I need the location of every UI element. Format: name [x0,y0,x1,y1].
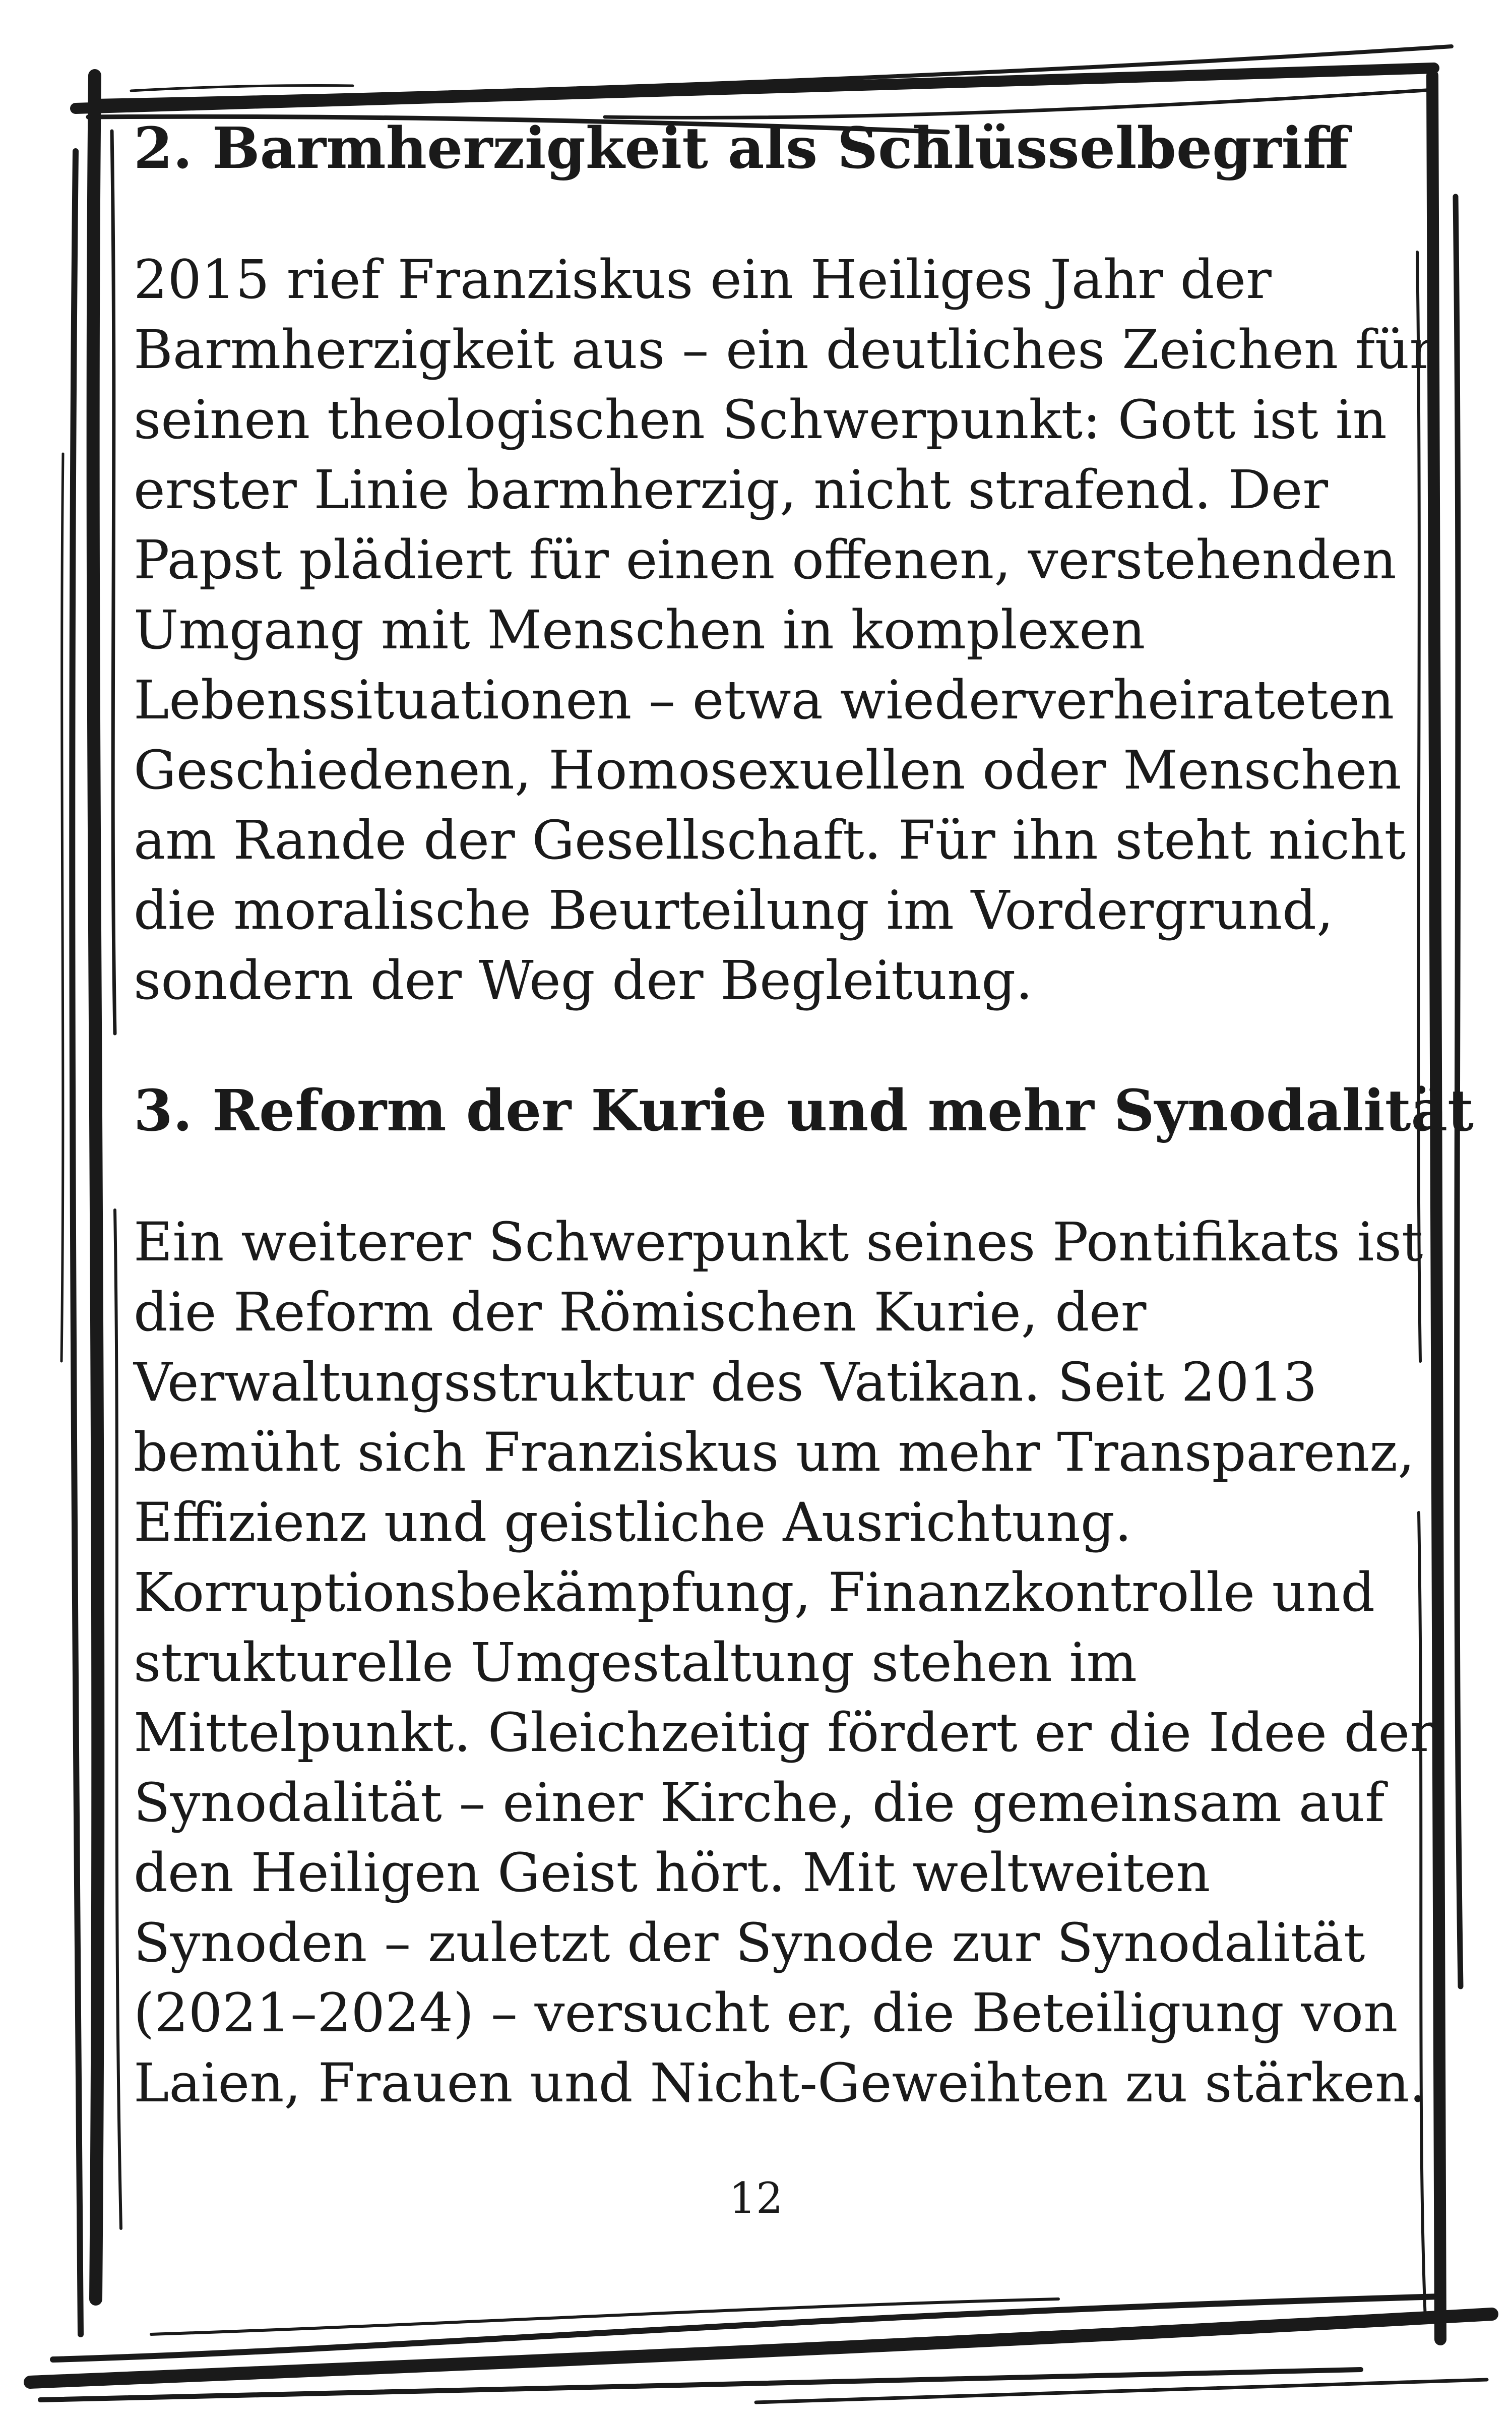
paragraph-line: Mittelpunkt. Gleichzeitig fördert er die Idee der [134,1702,1435,1764]
paragraph-line: die moralische Beurteilung im Vordergrund, [134,879,1334,941]
frame-left-stroke [93,76,98,2299]
paragraph-line: Barmherzigkeit aus – ein deutliches Zeichen für [134,319,1435,381]
paragraph-line: Laien, Frauen und Nicht-Geweihten zu stärken. [134,2052,1426,2114]
paragraph-line: Geschiedenen, Homosexuellen oder Menschen [134,739,1402,801]
paragraph-line: Synodalität – einer Kirche, die gemeinsam auf [134,1772,1385,1834]
paragraph-line: sondern der Weg der Begleitung. [134,949,1033,1011]
paragraph-line: erster Linie barmherzig, nicht strafend. Der [134,459,1329,521]
paragraph-line: Umgang mit Menschen in komplexen [134,599,1146,661]
section-2-heading: 2. Barmherzigkeit als Schlüsselbegriff [134,115,1349,182]
section-3-heading: 3. Reform der Kurie und mehr Synodalität [134,1078,1474,1144]
paragraph-line: Verwaltungsstruktur des Vatikan. Seit 2013 [134,1351,1317,1413]
frame-left-stroke [112,131,115,1034]
frame-left-stroke [115,1210,121,2228]
frame-left-stroke [72,151,81,2334]
paragraph-line: Papst plädiert für einen offenen, verstehenden [134,529,1397,591]
frame-top-stroke [131,85,353,91]
paragraph-line: (2021–2024) – versucht er, die Beteiligung von [134,1982,1398,2044]
frame-right-stroke [1432,76,1440,2339]
paragraph-line: bemüht sich Franziskus um mehr Transparenz, [134,1421,1415,1483]
paragraph-line: den Heiligen Geist hört. Mit weltweiten [134,1842,1211,1904]
paragraph-line: die Reform der Römischen Kurie, der [134,1281,1147,1343]
page-number: 12 [729,2173,783,2223]
frame-left-stroke [61,454,63,1361]
frame-right-stroke [1417,252,1420,1361]
paragraph-line: Ein weiterer Schwerpunkt seines Pontifikats ist [134,1211,1423,1273]
paragraph-line: Lebenssituationen – etwa wiederverheirateten [134,669,1395,731]
paragraph-line: seinen theologischen Schwerpunkt: Gott ist in [134,389,1387,451]
paragraph-line: strukturelle Umgestaltung stehen im [134,1631,1137,1693]
section-2-paragraph [134,245,1435,1015]
paragraph-line: Synoden – zuletzt der Synode zur Synodalität [134,1912,1365,1974]
page-content [134,113,1474,2118]
paragraph-line: am Rande der Gesellschaft. Für ihn steht nicht [134,809,1406,871]
paragraph-line: Korruptionsbekämpfung, Finanzkontrolle und [134,1561,1375,1623]
frame-right-stroke [1419,1512,1425,2319]
paragraph-line: Effizienz und geistliche Ausrichtung. [134,1491,1132,1553]
section-3-paragraph [134,1207,1435,2118]
paragraph-line: 2015 rief Franziskus ein Heiliges Jahr der [134,249,1272,311]
